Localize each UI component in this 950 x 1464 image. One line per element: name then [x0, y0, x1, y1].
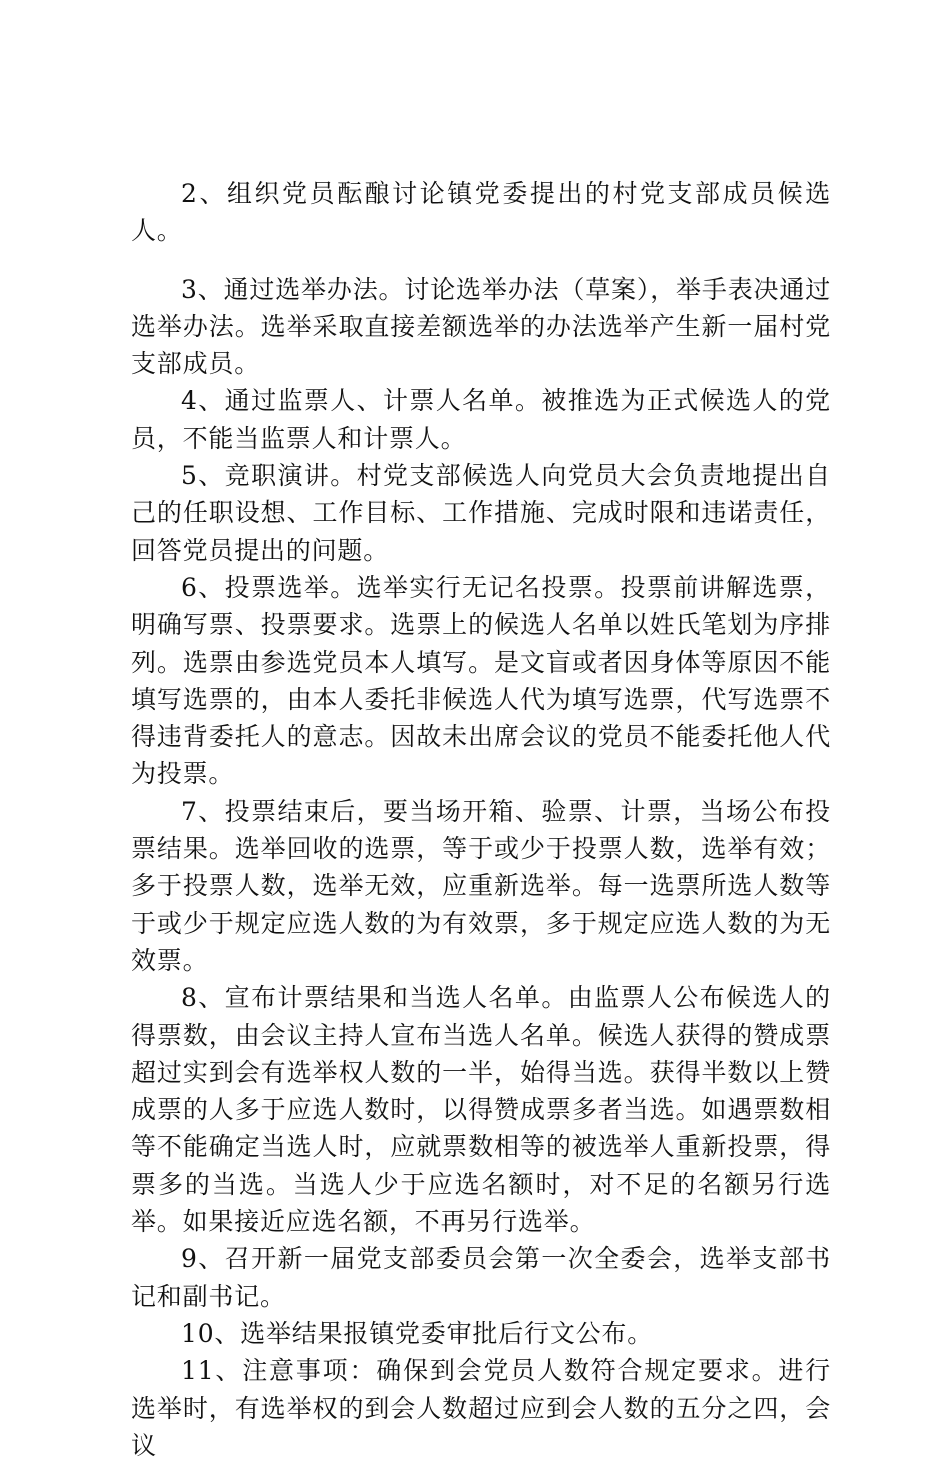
document-body — [131, 175, 831, 1464]
paragraph-item-4: 4、通过监票人、计票人名单。被推选为正式候选人的党员，不能当监票人和计票人。 — [131, 386, 831, 453]
paragraph-item-7: 7、投票结束后，要当场开箱、验票、计票，当场公布投票结果。选举回收的选票，等于或少于投票人数，选举有效；多于投票人数，选举无效，应重新选举。每一选票所选人数等于或少于规定应选人数的为有效票，多于规定应选人数的为无效票。 — [131, 796, 831, 975]
paragraph-item-11: 11、注意事项：确保到会党员人数符合规定要求。进行选举时，有选举权的到会人数超过应到会人数的五分之四，会议 — [131, 1356, 831, 1460]
paragraph-item-6: 6、投票选举。选举实行无记名投票。投票前讲解选票，明确写票、投票要求。选票上的候选人名单以姓氏笔划为序排列。选票由参选党员本人填写。是文盲或者因身体等原因不能填写选票的，由本人委托非候选人代为填写选票，代写选票不得违背委托人的意志。因故未出席会议的党员不能委托他人代为投票。 — [131, 572, 831, 789]
paragraph-item-2: 2、组织党员酝酿讨论镇党委提出的村党支部成员候选人。 — [131, 179, 831, 246]
paragraph-item-8: 8、宣布计票结果和当选人名单。由监票人公布候选人的得票数，由会议主持人宣布当选人名单。候选人获得的赞成票超过实到会有选举权人数的一半，始得当选。获得半数以上赞成票的人多于应选人数时，以得赞成票多者当选。如遇票数相等不能确定当选人时，应就票数相等的被选举人重新投票，得票多的当选。当选人少于应选名额时，对不足的名额另行选举。如果接近应选名额，不再另行选举。 — [131, 983, 831, 1237]
paragraph-item-10: 10、选举结果报镇党委审批后行文公布。 — [181, 1318, 654, 1348]
paragraph-item-5: 5、竞职演讲。村党支部候选人向党员大会负责地提出自己的任职设想、工作目标、工作措施、完成时限和违诺责任，回答党员提出的问题。 — [131, 461, 831, 565]
paragraph-item-3: 3、通过选举办法。讨论选举办法（草案），举手表决通过选举办法。选举采取直接差额选举的办法选举产生新一届村党支部成员。 — [131, 274, 831, 379]
paragraph-item-9: 9、召开新一届党支部委员会第一次全委会，选举支部书记和副书记。 — [131, 1244, 831, 1311]
